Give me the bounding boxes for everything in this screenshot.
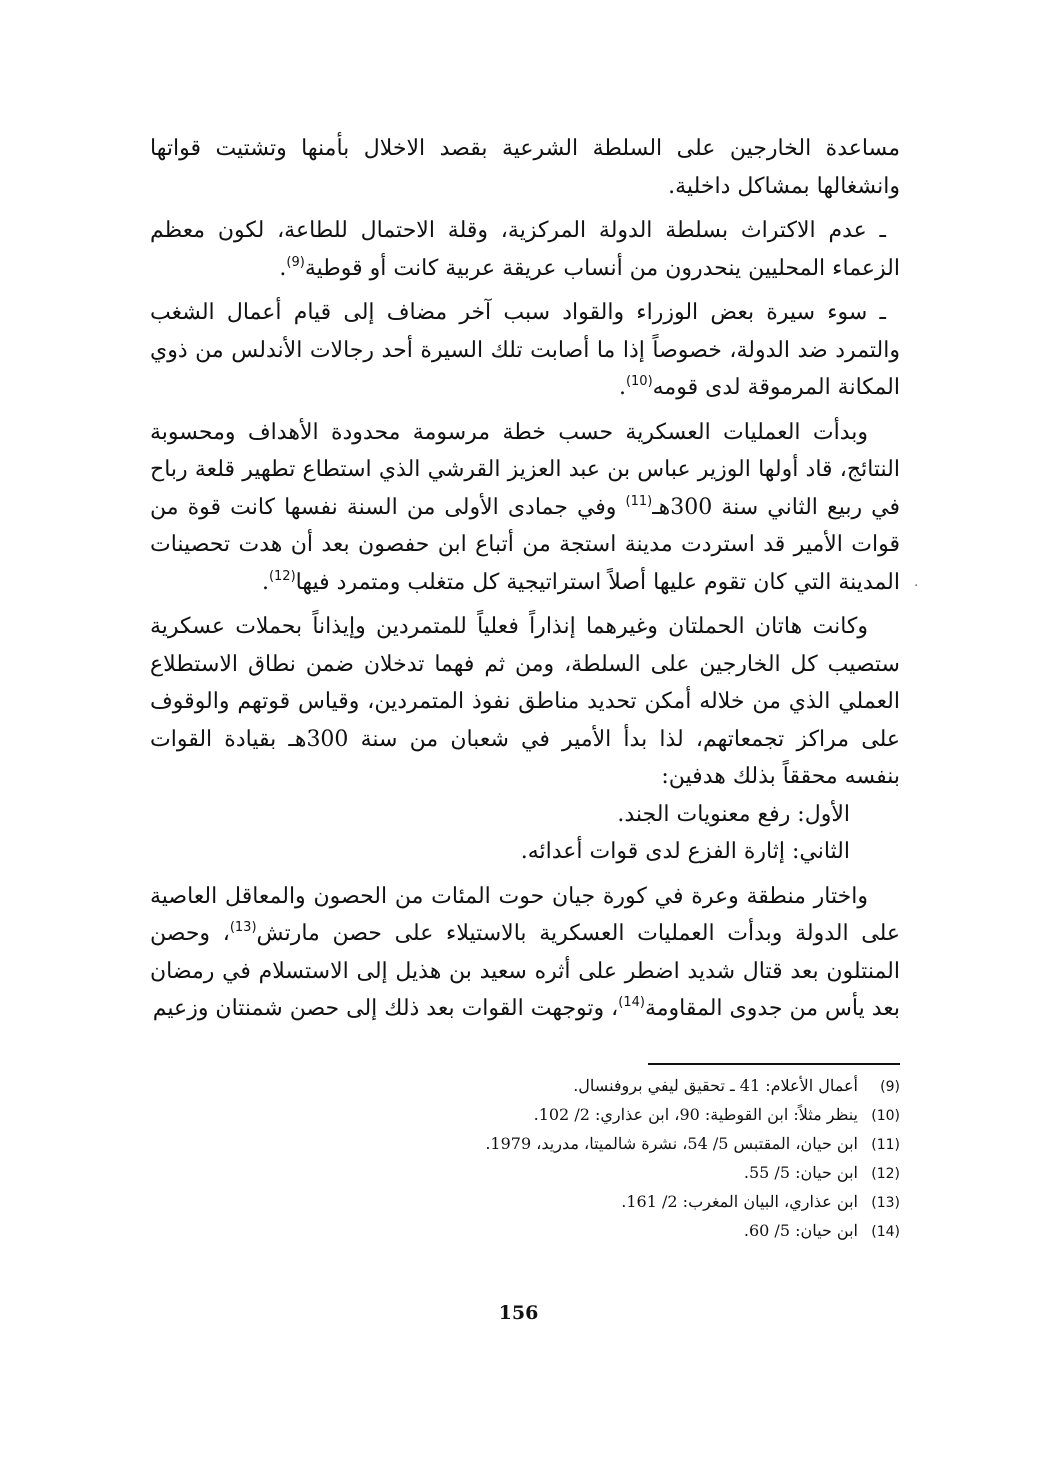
page-number: 156 <box>498 1302 539 1324</box>
footnote-ref-14[interactable]: (14) <box>618 995 645 1010</box>
paragraph-jaen <box>150 878 900 1028</box>
margin-mark: · <box>914 578 919 594</box>
paragraph-text: مساعدة الخارجين على السلطة الشرعية بقصد الاخلال بأمنها وتشتيت قواتها وانشغالها بمشاكل داخلية. <box>150 136 900 199</box>
paragraph-text: وبدأت العمليات العسكرية حسب خطة مرسومة محدودة الأهداف ومحسوبة النتائج، قاد أولها الوزير عباس بن عبد العزيز القرشي الذي استطاع تطهير قلعة رباح في ربيع الثاني سنة 300هـ <box>150 419 901 520</box>
paragraph-tail: . <box>261 569 269 595</box>
footnote-text: أعمال الأعلام: 41 ـ تحقيق ليفي بروفنسال. <box>573 1076 858 1095</box>
paragraph-cause-1 <box>150 212 900 287</box>
footnote-11 <box>150 1130 900 1159</box>
footnote-ref-9[interactable]: (9) <box>286 254 305 270</box>
footnote-number: (13) <box>871 1195 900 1211</box>
footnote-divider <box>648 1063 900 1065</box>
footnote-text: ابن عذاري، البيان المغرب: 2/ 161. <box>621 1192 858 1211</box>
footnote-text: ابن حيان: 5/ 60. <box>743 1221 858 1240</box>
paragraph-text: ، وتوجهت القوات بعد ذلك إلى حصن شمنتان وزعيم <box>152 996 619 1021</box>
footnote-text: ينظر مثلاً: ابن القوطية: 90، ابن عذاري: 2/ 102. <box>533 1105 858 1124</box>
footnote-ref-13[interactable]: (13) <box>229 920 257 935</box>
footnote-14 <box>150 1217 900 1246</box>
footnote-ref-11[interactable]: (11) <box>625 493 653 509</box>
paragraph-text: ـ سوء سيرة بعض الوزراء والقواد سبب آخر مضاف إلى قيام أعمال الشغب والتمرد ضد الدولة، خصوصاً إذا ما أصابت تلك السيرة أحد رجالات الأندلس من ذوي المكانة المرموقة لدى قومه <box>150 300 900 400</box>
footnote-number: (9) <box>880 1079 900 1095</box>
footnote-12 <box>150 1159 900 1188</box>
footnote-9 <box>150 1072 900 1101</box>
main-text <box>150 130 900 1028</box>
paragraph-text: ، وحصن المنتلون بعد قتال شديد اضطر على أثره سعيد بن هذيل إلى الاستسلام في رمضان بعد يأس من جدوى المقاومة <box>150 921 900 1021</box>
footnote-text: ابن حيان: 5/ 55. <box>743 1163 858 1182</box>
footnote-text: ابن حيان، المقتبس 5/ 54، نشرة شالميتا، مدريد، 1979. <box>485 1134 858 1153</box>
paragraph-text: وفي جمادى الأولى من السنة نفسها كانت قوة من قوات الأمير قد استردت مدينة استجة من أتباع ابن حفصون بعد أن هدت تحصينات المدينة التي كان تقوم عليها أصلاً استراتيجية كل متغلب ومتمرد فيها <box>150 494 900 595</box>
footnote-13 <box>150 1188 900 1217</box>
footnotes <box>150 1072 900 1246</box>
paragraph-cause-2 <box>150 294 900 407</box>
footnote-ref-12[interactable]: (12) <box>268 568 296 584</box>
footnote-10 <box>150 1101 900 1130</box>
paragraph-text: ـ عدم الاكتراث بسلطة الدولة المركزية، وقلة الاحتمال للطاعة، لكون معظم الزعماء المحليين ينحدرون من أنساب عريقة عربية كانت أو قوطية <box>150 218 900 281</box>
paragraph-continuation <box>150 130 900 205</box>
paragraph-tail: . <box>618 375 626 400</box>
footnote-number: (10) <box>871 1108 900 1124</box>
paragraph-tail: . <box>279 255 287 281</box>
footnote-number: (14) <box>871 1224 900 1240</box>
paragraph-operations <box>150 414 900 602</box>
footnote-number: (12) <box>871 1166 900 1182</box>
aim-first: الأول: رفع معنويات الجند. <box>617 801 850 827</box>
footnote-ref-10[interactable]: (10) <box>625 374 653 389</box>
paragraph-text: واختار منطقة وعرة في كورة جيان حوت المئات من الحصون والمعاقل العاصية على الدولة وبدأت العمليات العسكرية بالاستيلاء على حصن مارتش <box>150 883 900 946</box>
footnote-number: (11) <box>871 1137 900 1153</box>
aim-second: الثاني: إثارة الفزع لدى قوات أعدائه. <box>520 839 850 864</box>
paragraph-text: وكانت هاتان الحملتان وغيرهما إنذاراً فعلياً للمتمردين وإيذاناً بحملات عسكرية ستصيب كل الخارجين على السلطة، ومن ثم فهما تدخلان ضمن نطاق الاستطلاع العملي الذي من خلاله أمكن تحديد مناطق نفوذ المتمردين، وقياس قوتهم والوقوف على مراكز تجمعاتهم، لذا بدأ الأمير في شعبان من سنة 300هـ بقيادة القوات بنفسه محققاً بذلك هدفين: <box>150 614 900 789</box>
paragraph-campaigns <box>150 608 900 796</box>
